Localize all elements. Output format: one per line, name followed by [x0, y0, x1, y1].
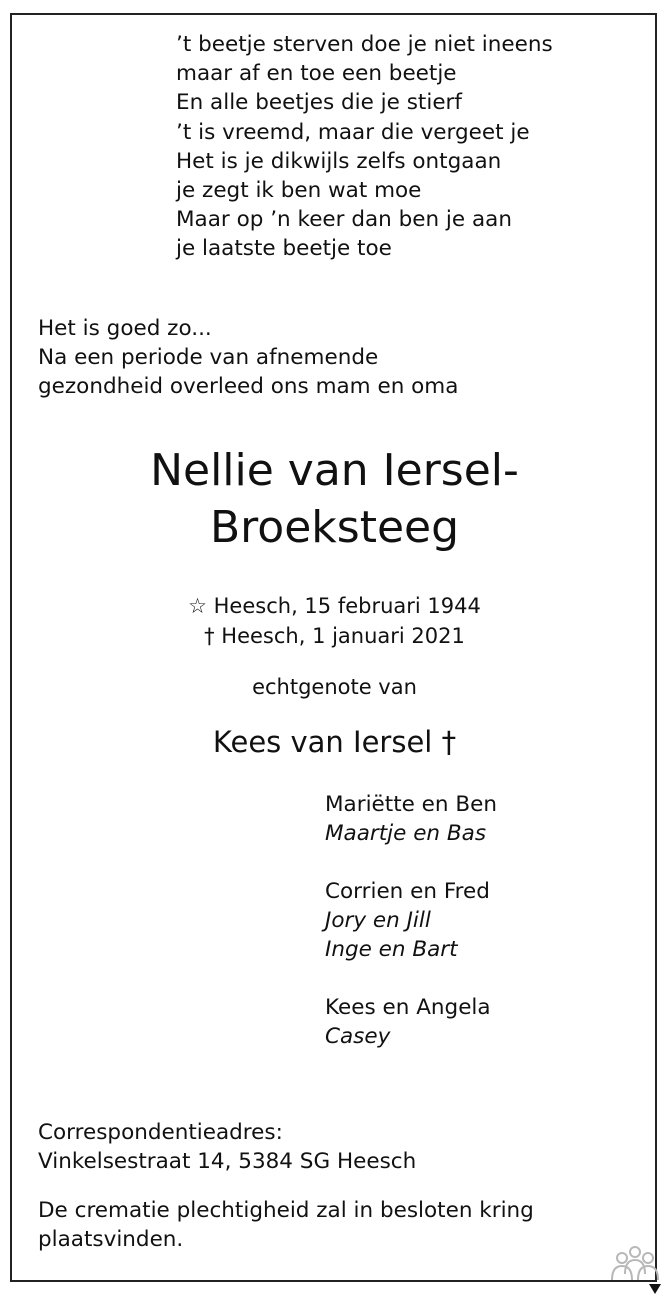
family-group — [325, 790, 497, 848]
poem-line: ’t is vreemd, maar die vergeet je — [176, 119, 530, 145]
cremation-note: De crematie plechtigheid zal in besloten kring plaatsvinden. — [38, 1198, 534, 1252]
grandchildren-names: Maartje en Bas — [325, 821, 487, 846]
life-dates — [0, 591, 669, 651]
intro-line: gezondheid overleed ons mam en oma — [38, 374, 459, 399]
children-names: Kees en Angela — [325, 995, 491, 1020]
deceased-name — [0, 442, 669, 556]
deceased-name-line2: Broeksteeg — [209, 502, 460, 553]
poem — [176, 30, 553, 264]
poem-line: je zegt ik ben wat moe — [176, 178, 422, 204]
family-group — [325, 877, 497, 964]
children-names: Mariëtte en Ben — [325, 792, 497, 817]
correspondence-address — [38, 1118, 416, 1176]
spouse-name: Kees van Iersel † — [212, 725, 457, 759]
birth-date: ☆ Heesch, 15 februari 1944 — [188, 594, 481, 618]
children-names: Corrien en Fred — [325, 879, 490, 904]
family-group — [325, 993, 497, 1051]
correspondence-label: Correspondentieadres: — [38, 1120, 283, 1145]
poem-line: ’t beetje sterven doe je niet ineens — [176, 32, 553, 57]
intro-line: Het is goed zo... — [38, 316, 212, 341]
deceased-name-line1: Nellie van Iersel- — [150, 445, 519, 496]
grandchildren-names: Casey — [325, 1024, 391, 1049]
address-line: Vinkelsestraat 14, 5384 SG Heesch — [38, 1149, 417, 1174]
poem-line: Maar op ’n keer dan ben je aan — [176, 207, 512, 233]
poem-line: En alle beetjes die je stierf — [176, 90, 462, 116]
grandchildren-names: Jory en Jill — [325, 908, 431, 933]
people-logo-icon — [608, 1244, 664, 1296]
death-date: † Heesch, 1 januari 2021 — [204, 624, 465, 648]
spouse-intro: echtgenote van — [252, 675, 417, 699]
poem-line: je laatste beetje toe — [176, 236, 392, 262]
intro-line: Na een periode van afnemende — [38, 345, 379, 370]
family-list — [325, 790, 497, 1080]
grandchildren-names: Inge en Bart — [325, 937, 458, 962]
intro-text — [38, 314, 458, 401]
poem-line: maar af en toe een beetje — [176, 61, 457, 87]
poem-line: Het is je dikwijls zelfs ontgaan — [176, 148, 502, 174]
